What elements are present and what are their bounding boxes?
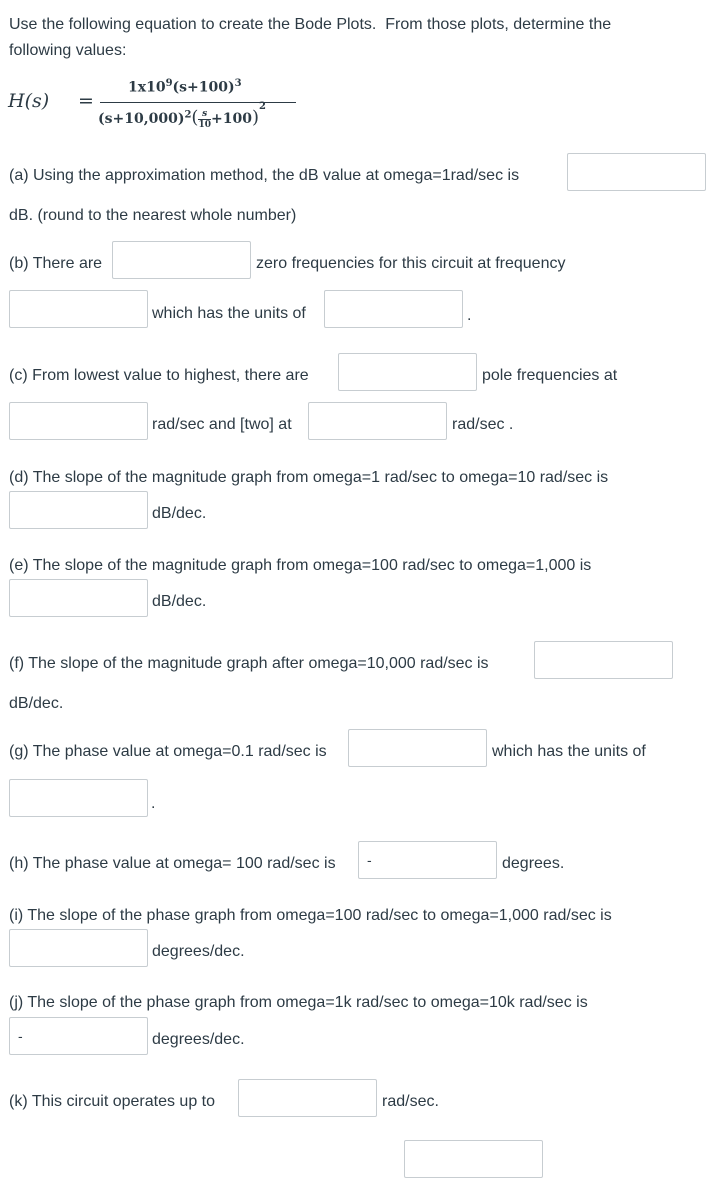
equation-equals: = [78,90,94,112]
q-a-after: dB. (round to the nearest whole number) [9,207,297,224]
q-b-text-1: (b) There are [9,255,103,272]
q-e-unit: dB/dec. [152,593,207,610]
q-g-value-input[interactable] [348,729,487,767]
den-factor-1-exponent: 2 [184,109,192,121]
q-b-count-input[interactable] [112,241,251,279]
q-k-answer-input[interactable] [238,1079,377,1117]
intro-line-2: following values: [9,42,127,59]
q-g-period: . [151,795,156,812]
q-c-first-pole-input[interactable] [9,402,148,440]
q-g-text: (g) The phase value at omega=0.1 rad/sec is [9,743,327,760]
q-c-count-input[interactable] [338,353,477,391]
q-a-text: (a) Using the approximation method, the dB value at omega=1rad/sec is [9,167,520,184]
den-inner-fraction [198,109,211,130]
q-f-answer-input[interactable] [534,641,673,679]
q-c-second-pole-input[interactable] [308,402,447,440]
q-b-text-2: zero frequencies for this circuit at frequency [256,255,566,272]
q-b-period: . [467,307,472,324]
q-i-unit: degrees/dec. [152,943,245,960]
inner-frac-num: s [198,109,211,120]
inner-frac-den: 10 [198,119,211,130]
q-i-answer-input[interactable] [9,929,148,967]
transfer-function-equation [8,74,308,144]
q-e-answer-input[interactable] [9,579,148,617]
q-j-answer-input[interactable] [9,1017,148,1055]
equation-denominator: $(s+10,000)^2$( $\frac{s}{10}$ +100)$^2$ [98,101,266,130]
q-j-text: (j) The slope of the phase graph from omega=1k rad/sec to omega=10k rad/sec is [9,994,588,1011]
q-g-units-input[interactable] [9,779,148,817]
den-factor-1: (s+10,000) [98,111,185,127]
q-d-unit: dB/dec. [152,505,207,522]
q-k-text: (k) This circuit operates up to [9,1093,216,1110]
q-f-unit: dB/dec. [9,695,64,712]
num-exponent: 9 [165,78,173,89]
equation-lhs: H(s) [8,90,50,112]
q-e-text: (e) The slope of the magnitude graph from omega=100 rad/sec to omega=1,000 is [9,557,592,574]
q-c-text-3: rad/sec and [two] at [152,416,292,433]
q-d-text: (d) The slope of the magnitude graph from omega=1 rad/sec to omega=10 rad/sec is [9,469,609,486]
den-plus-term: +100 [210,111,252,127]
fraction-bar [100,102,296,103]
q-c-text-2: pole frequencies at [482,367,618,384]
q-b-units-input[interactable] [324,290,463,328]
q-k-unit: rad/sec. [382,1093,439,1110]
q-b-frequency-input[interactable] [9,290,148,328]
q-h-unit: degrees. [502,855,565,872]
num-factor: (s+100) [172,79,235,96]
q-b-text-3: which has the units of [152,305,306,322]
q-a-answer-input[interactable] [567,153,706,191]
q-h-text: (h) The phase value at omega= 100 rad/sec is [9,855,336,872]
num-factor-exponent: 3 [234,78,242,89]
q-c-text-1: (c) From lowest value to highest, there are [9,367,309,384]
q-i-text: (i) The slope of the phase graph from omega=100 rad/sec to omega=1,000 rad/sec is [9,907,612,924]
q-d-answer-input[interactable] [9,491,148,529]
extra-answer-input[interactable] [404,1140,543,1178]
intro-line-1: Use the following equation to create the Bode Plots. From those plots, determine the [9,16,612,33]
q-j-unit: degrees/dec. [152,1031,245,1048]
equation-numerator [128,78,242,96]
q-f-text: (f) The slope of the magnitude graph after omega=10,000 rad/sec is [9,655,489,672]
q-g-text-2: which has the units of [492,743,646,760]
num-coefficient: 1x10 [128,79,166,96]
q-c-text-4: rad/sec . [452,416,514,433]
q-h-answer-input[interactable] [358,841,497,879]
den-outer-exponent: 2 [258,101,266,113]
